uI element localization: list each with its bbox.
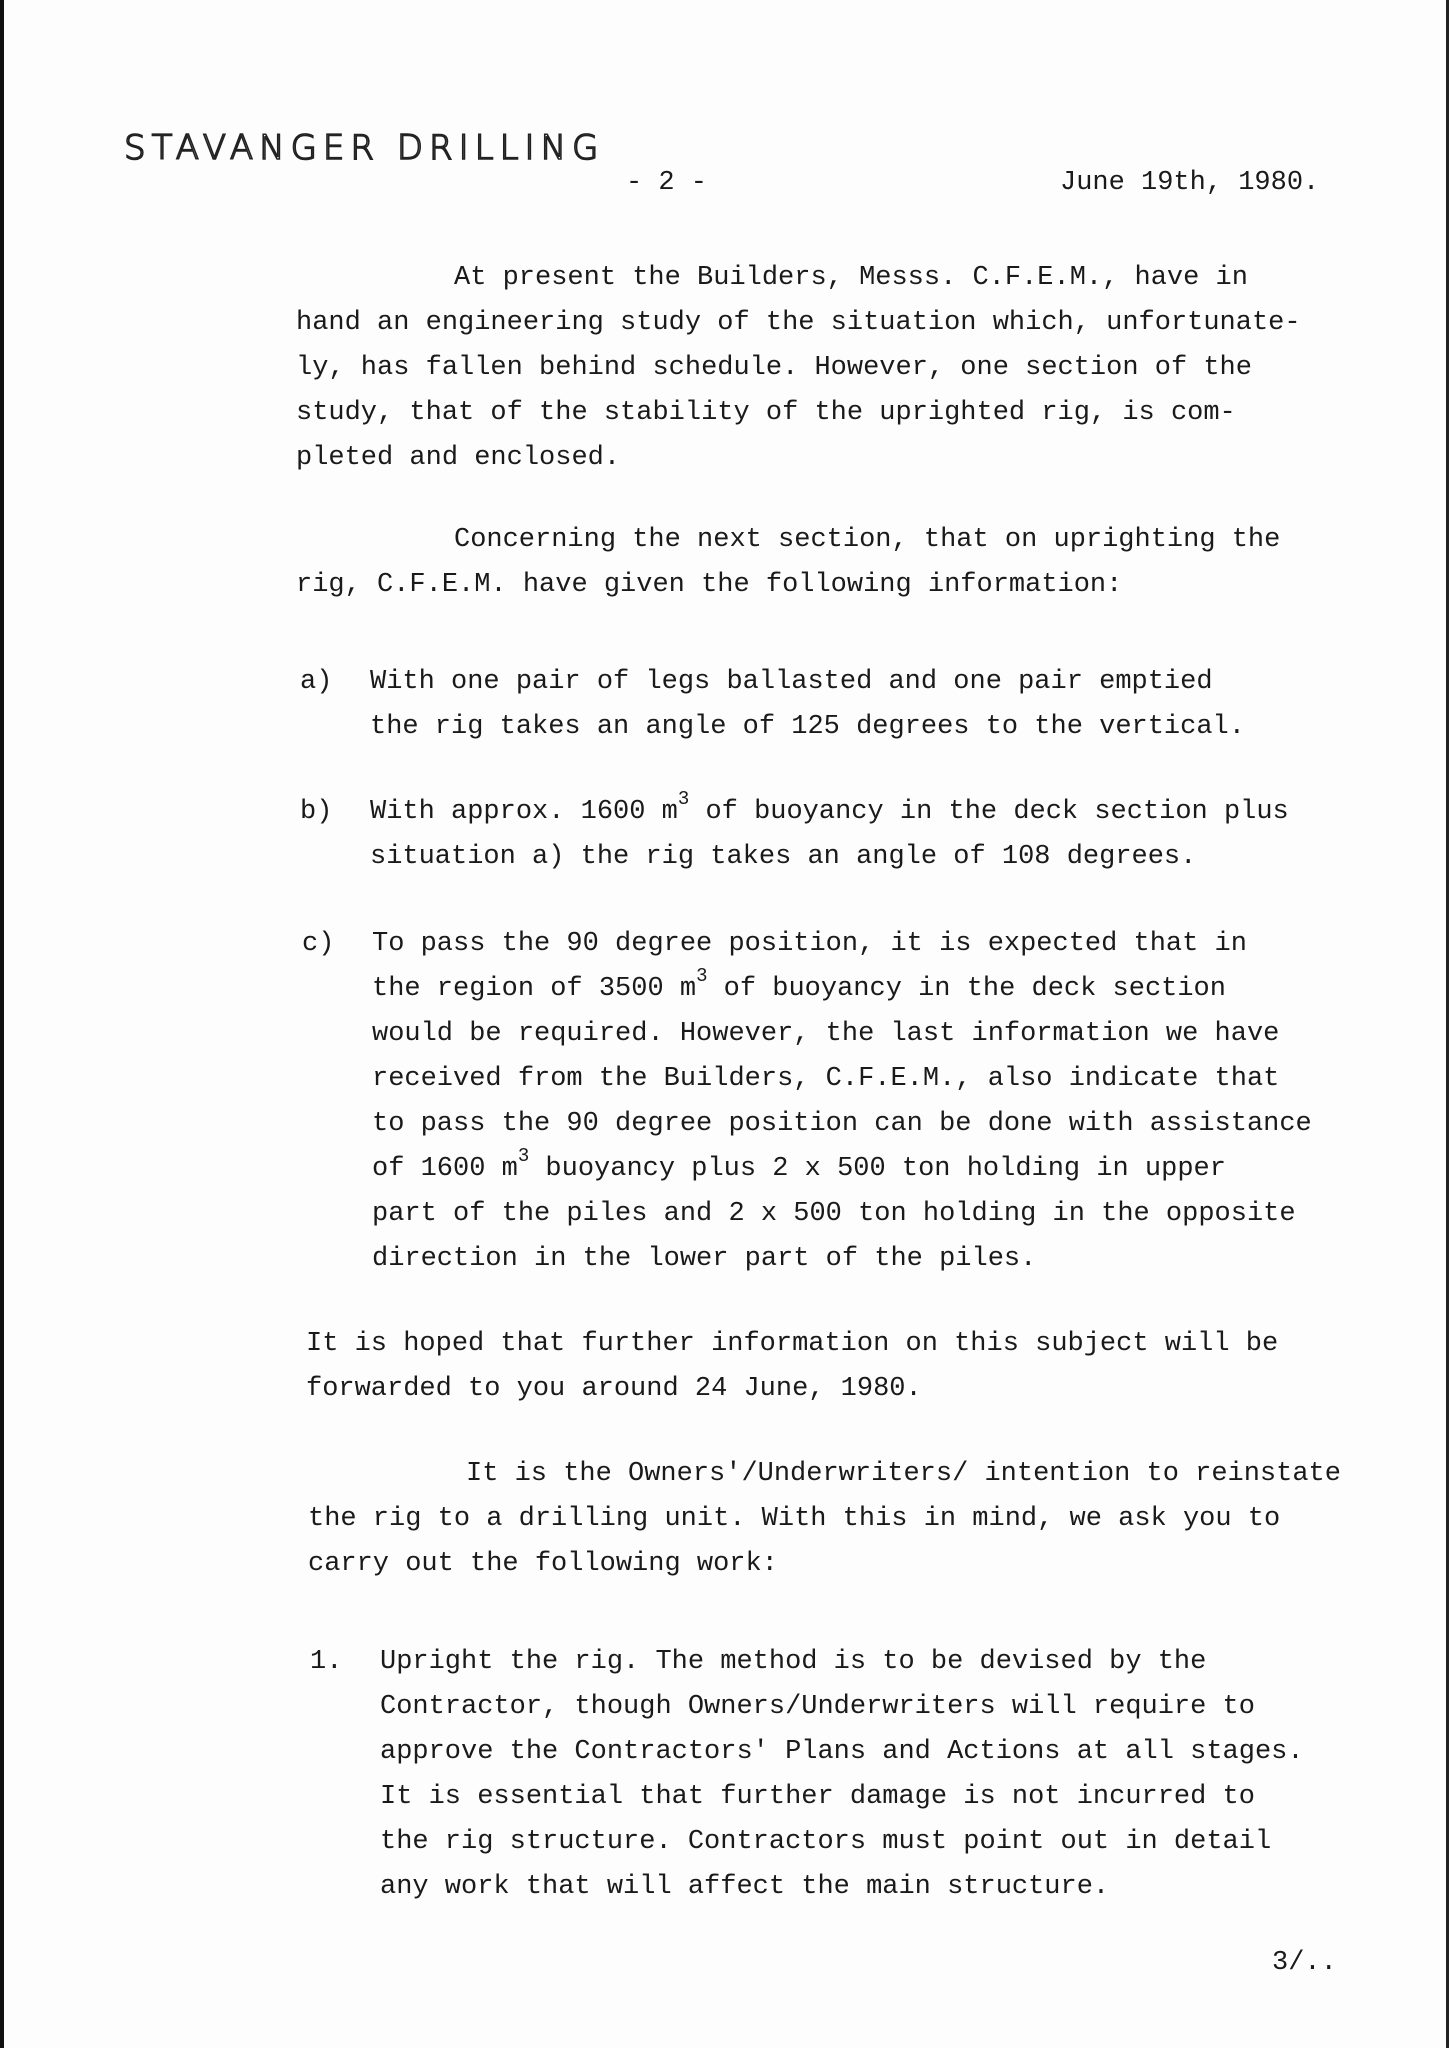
superscript-cubic: 3 <box>677 788 690 810</box>
paragraph-uprighting-info: Concerning the next section, that on uprighting the rig, C.F.E.M. have given the following information: <box>296 525 1281 600</box>
superscript-cubic: 3 <box>696 965 708 987</box>
list-text-c <box>372 922 1312 1282</box>
list-item-1 <box>310 1640 1440 1920</box>
list-label-a: a) <box>300 667 333 697</box>
letter-date: June 19th, 1980. <box>1060 168 1320 198</box>
list-text-1: Upright the rig. The method is to be devised by the Contractor, though Owners/Underwriters will require to approve the Contractors' Plans and Actions at all stages. It is essential that further damage is not incurred to the rig structure. Contractors must point out in detail any work that will affect the main structure. <box>380 1647 1304 1902</box>
list-text-b-pre: With approx. 1600 m <box>370 797 678 827</box>
list-text-a: With one pair of legs ballasted and one pair emptied the rig takes an angle of 125 degrees to the vertical. <box>370 667 1245 742</box>
list-text-b-line2: situation a) the rig takes an angle of 108 degrees. <box>370 842 1197 872</box>
list-text-c-line3: would be required. However, the last information we have <box>372 1019 1280 1049</box>
list-label-c: c) <box>302 929 335 959</box>
continuation-marker: 3/.. <box>1272 1948 1337 1978</box>
paragraph-builders-study: At present the Builders, Messs. C.F.E.M., have in hand an engineering study of the situation which, unfortunate- ly, has fallen behind schedule. However, one section of the study, that of the stability of the uprighted rig, is com- pleted and enclosed. <box>296 263 1301 473</box>
list-text-c-line2-pre: the region of 3500 m <box>372 974 697 1004</box>
list-label-1: 1. <box>310 1647 343 1677</box>
paragraph-further-info: It is hoped that further information on this subject will be forwarded to you around 24 June, 1980. <box>306 1329 1279 1404</box>
list-text-c-line7: part of the piles and 2 x 500 ton holding in the opposite <box>372 1199 1296 1229</box>
list-text-c-line6-pre: of 1600 m <box>372 1154 518 1184</box>
paragraph-owners-intention: It is the Owners'/Underwriters/ intention to reinstate the rig to a drilling unit. With this in mind, we ask you to carry out the following work: <box>308 1459 1341 1579</box>
company-letterhead: STAVANGER DRILLING <box>124 128 605 168</box>
list-text-c-line4: received from the Builders, C.F.E.M., also indicate that <box>372 1064 1280 1094</box>
list-text-c-line2-post: of buoyancy in the deck section <box>707 974 1226 1004</box>
list-text-c-line5: to pass the 90 degree position can be done with assistance <box>372 1109 1312 1139</box>
list-text-b-post: of buoyancy in the deck section plus <box>689 797 1289 827</box>
superscript-cubic: 3 <box>517 1145 530 1167</box>
list-text-b <box>370 790 1289 880</box>
list-text-c-line8: direction in the lower part of the piles. <box>372 1244 1037 1274</box>
list-label-b: b) <box>300 797 333 827</box>
list-text-c-line6-post: buoyancy plus 2 x 500 ton holding in upper <box>529 1154 1226 1184</box>
list-item-b <box>300 790 1430 880</box>
list-text-c-line1: To pass the 90 degree position, it is expected that in <box>372 929 1247 959</box>
page-number: - 2 - <box>626 168 708 198</box>
list-item-a <box>300 660 1430 750</box>
list-item-c <box>302 922 1432 1292</box>
